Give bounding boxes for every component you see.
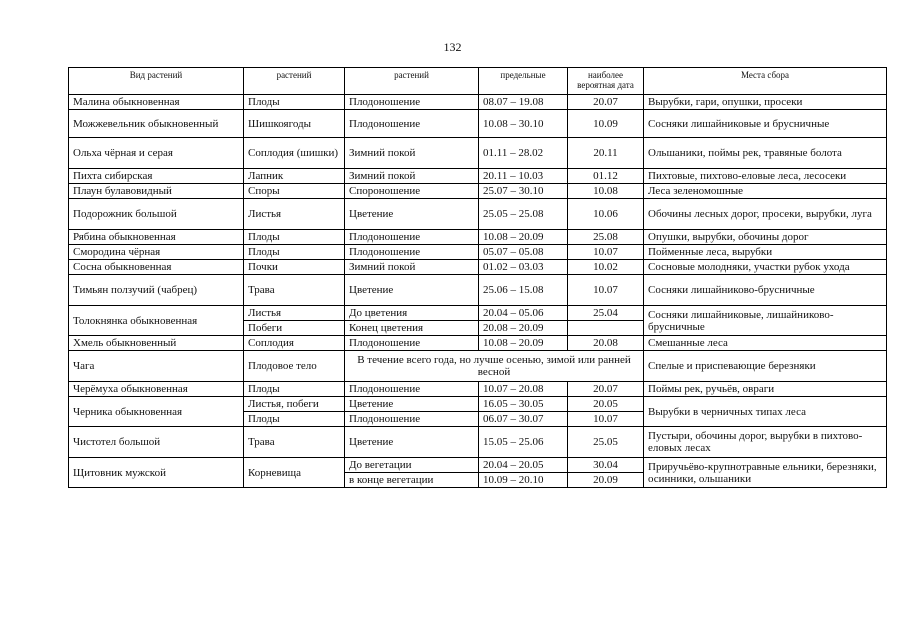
period-cell: 25.05 – 25.08 [479,199,568,230]
table-row [69,427,887,458]
page-number: 132 [443,40,462,54]
table-row [69,336,887,351]
part-cell: Листья, побеги [244,397,345,412]
table-row [69,110,887,138]
part-cell: Почки [244,260,345,275]
species-cell: Тимьян ползучий (чабрец) [69,275,244,306]
place-cell: Опушки, вырубки, обочины дорог [644,230,887,245]
phase-cell: Цветение [345,199,479,230]
part-cell: Плоды [244,382,345,397]
table-row [69,260,887,275]
period-cell: 25.07 – 30.10 [479,184,568,199]
plant-collection-table [68,67,887,488]
part-cell: Соплодия (шишки) [244,138,345,169]
date-cell: 20.05 [568,397,644,412]
period-cell: 20.04 – 05.06 [479,306,568,321]
place-cell: Пустыри, обочины дорог, вырубки в пихтово-еловых лесах [644,427,887,458]
header-species: Вид растений [69,68,244,95]
period-cell: 06.07 – 30.07 [479,412,568,427]
place-cell: Спелые и приспевающие березняки [644,351,887,382]
place-cell: Обочины лесных дорог, просеки, вырубки, луга [644,199,887,230]
phase-cell: Плодоношение [345,382,479,397]
place-cell: Вырубки, гари, опушки, просеки [644,95,887,110]
table-row [69,382,887,397]
part-cell: Плоды [244,230,345,245]
place-cell: Пихтовые, пихтово-еловые леса, лесосеки [644,169,887,184]
phase-cell: в конце вегетации [345,473,479,488]
phase-cell: До вегетации [345,458,479,473]
table-row [69,245,887,260]
part-cell: Шишкоягоды [244,110,345,138]
date-cell: 10.06 [568,199,644,230]
period-cell: 10.07 – 20.08 [479,382,568,397]
phase-cell: Плодоношение [345,95,479,110]
table-row [69,397,887,412]
part-cell: Плоды [244,245,345,260]
place-cell: Приручьёво-крупнотравные ельники, березняки, осинники, ольшаники [644,458,887,488]
place-cell: Смешанные леса [644,336,887,351]
part-cell: Лапник [244,169,345,184]
table-row [69,230,887,245]
phase-cell: Зимний покой [345,260,479,275]
table-row [69,138,887,169]
phase-cell: Плодоношение [345,412,479,427]
date-cell: 10.07 [568,245,644,260]
date-cell: 20.11 [568,138,644,169]
place-cell: Ольшаники, поймы рек, травяные болота [644,138,887,169]
phase-cell: Плодоношение [345,110,479,138]
date-cell: 30.04 [568,458,644,473]
part-cell: Листья [244,199,345,230]
phase-cell: Цветение [345,397,479,412]
table-row [69,351,887,382]
place-cell: Поймы рек, ручьёв, овраги [644,382,887,397]
part-cell: Корневища [244,458,345,488]
date-cell: 01.12 [568,169,644,184]
place-cell: Сосновые молодняки, участки рубок ухода [644,260,887,275]
species-cell: Можжевельник обыкновенный [69,110,244,138]
species-cell: Чистотел большой [69,427,244,458]
date-cell: 25.04 [568,306,644,321]
table-row [69,199,887,230]
header-period-limits: предельные [479,68,568,95]
part-cell: Трава [244,275,345,306]
species-cell: Черёмуха обыкновенная [69,382,244,397]
part-cell: Листья [244,306,345,321]
place-cell: Пойменные леса, вырубки [644,245,887,260]
species-cell: Толокнянка обыкновенная [69,306,244,336]
part-cell: Трава [244,427,345,458]
header-plant-phase: растений [345,68,479,95]
species-cell: Малина обыкновенная [69,95,244,110]
date-cell: 20.07 [568,382,644,397]
phase-cell: Цветение [345,427,479,458]
date-cell: 25.08 [568,230,644,245]
phase-cell: Конец цветения [345,321,479,336]
period-cell: 10.09 – 20.10 [479,473,568,488]
header-likely-date: наиболее вероятная дата [568,68,644,95]
part-cell: Плоды [244,412,345,427]
period-cell: 20.04 – 20.05 [479,458,568,473]
species-cell: Хмель обыкновенный [69,336,244,351]
table-row [69,95,887,110]
date-cell: 25.05 [568,427,644,458]
header-collection-places: Места сбора [644,68,887,95]
species-cell: Сосна обыкновенная [69,260,244,275]
species-cell: Подорожник большой [69,199,244,230]
period-note-cell: В течение всего года, но лучше осенью, зимой или ранней весной [345,351,644,382]
period-cell: 20.11 – 10.03 [479,169,568,184]
phase-cell: Зимний покой [345,169,479,184]
phase-cell: Спороношение [345,184,479,199]
part-cell: Плоды [244,95,345,110]
species-cell: Ольха чёрная и серая [69,138,244,169]
date-cell: 10.02 [568,260,644,275]
period-cell: 10.08 – 30.10 [479,110,568,138]
species-cell: Смородина чёрная [69,245,244,260]
species-cell: Чага [69,351,244,382]
place-cell: Сосняки лишайниковые, лишайниково-брусничные [644,306,887,336]
place-cell: Сосняки лишайниково-брусничные [644,275,887,306]
date-cell: 20.07 [568,95,644,110]
species-cell: Рябина обыкновенная [69,230,244,245]
species-cell: Пихта сибирская [69,169,244,184]
species-cell: Плаун булавовидный [69,184,244,199]
species-cell: Черника обыкновенная [69,397,244,427]
date-cell [568,321,644,336]
date-cell: 10.09 [568,110,644,138]
table-row [69,458,887,473]
date-cell: 10.07 [568,412,644,427]
phase-cell: Цветение [345,275,479,306]
period-cell: 01.11 – 28.02 [479,138,568,169]
header-plant-part: растений [244,68,345,95]
part-cell: Побеги [244,321,345,336]
period-cell: 20.08 – 20.09 [479,321,568,336]
period-cell: 05.07 – 05.08 [479,245,568,260]
period-cell: 25.06 – 15.08 [479,275,568,306]
table-row [69,306,887,321]
part-cell: Соплодия [244,336,345,351]
date-cell: 20.08 [568,336,644,351]
phase-cell: Плодоношение [345,336,479,351]
date-cell: 10.07 [568,275,644,306]
period-cell: 16.05 – 30.05 [479,397,568,412]
species-cell: Щитовник мужской [69,458,244,488]
place-cell: Сосняки лишайниковые и брусничные [644,110,887,138]
part-cell: Плодовое тело [244,351,345,382]
date-cell: 10.08 [568,184,644,199]
part-cell: Споры [244,184,345,199]
phase-cell: До цветения [345,306,479,321]
phase-cell: Зимний покой [345,138,479,169]
period-cell: 10.08 – 20.09 [479,336,568,351]
period-cell: 10.08 – 20.09 [479,230,568,245]
period-cell: 15.05 – 25.06 [479,427,568,458]
period-cell: 08.07 – 19.08 [479,95,568,110]
phase-cell: Плодоношение [345,245,479,260]
table-row [69,184,887,199]
place-cell: Леса зеленомошные [644,184,887,199]
date-cell: 20.09 [568,473,644,488]
phase-cell: Плодоношение [345,230,479,245]
table-row [69,169,887,184]
place-cell: Вырубки в черничных типах леса [644,397,887,427]
period-cell: 01.02 – 03.03 [479,260,568,275]
table-header-row [69,68,887,95]
table-row [69,275,887,306]
